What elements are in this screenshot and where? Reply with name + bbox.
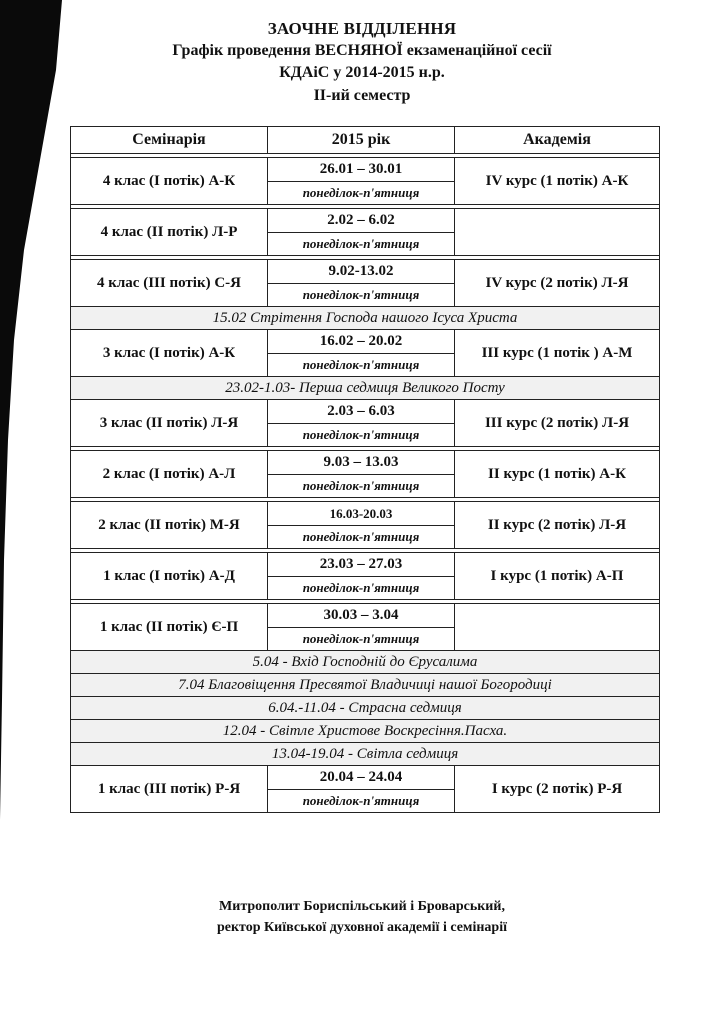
weekday-range: понеділок-п'ятниця bbox=[268, 790, 455, 813]
holiday-row bbox=[71, 377, 660, 400]
weekday-range: понеділок-п'ятниця bbox=[268, 424, 455, 447]
seminary-group: 4 клас (ІІ потік) Л-Р bbox=[71, 209, 268, 256]
session-dates: 30.03 – 3.04 bbox=[268, 604, 455, 628]
weekday-range: понеділок-п'ятниця bbox=[268, 577, 455, 600]
table-row bbox=[71, 400, 660, 424]
seminary-group: 4 клас (ІІІ потік) С-Я bbox=[71, 260, 268, 307]
exam-schedule-table bbox=[70, 126, 660, 813]
academy-group: IV курс (1 потік) А-К bbox=[455, 158, 660, 205]
column-header-academy: Академія bbox=[455, 127, 660, 154]
session-dates: 20.04 – 24.04 bbox=[268, 766, 455, 790]
seminary-group: 2 клас (ІІ потік) М-Я bbox=[71, 502, 268, 549]
table-row bbox=[71, 451, 660, 475]
holiday-note: 23.02-1.03- Перша седмиця Великого Посту bbox=[71, 377, 660, 400]
academy-group: ІІ курс (2 потік) Л-Я bbox=[455, 502, 660, 549]
seminary-group: 4 клас (І потік) А-К bbox=[71, 158, 268, 205]
holiday-note: 12.04 - Світле Христове Воскресіння.Пасха. bbox=[71, 720, 660, 743]
weekday-range: понеділок-п'ятниця bbox=[268, 475, 455, 498]
signatory-position: ректор Київської духовної академії і семінарії bbox=[216, 920, 507, 935]
session-dates: 9.03 – 13.03 bbox=[268, 451, 455, 475]
academy-group: ІІ курс (1 потік) А-К bbox=[455, 451, 660, 498]
schedule-title: Графік проведення ВЕСНЯНОЇ екзаменаційної сесії bbox=[172, 42, 552, 59]
weekday-range: понеділок-п'ятниця bbox=[268, 284, 455, 307]
department-title: ЗАОЧНЕ ВІДДІЛЕННЯ bbox=[267, 19, 457, 38]
academy-group: І курс (1 потік) А-П bbox=[455, 553, 660, 600]
seminary-group: 1 клас (І потік) А-Д bbox=[71, 553, 268, 600]
scan-shadow-edge bbox=[0, 0, 70, 1024]
table-row bbox=[71, 260, 660, 284]
column-header-year: 2015 рік bbox=[268, 127, 455, 154]
holiday-note: 13.04-19.04 - Світла седмиця bbox=[71, 743, 660, 766]
weekday-range: понеділок-п'ятниця bbox=[268, 354, 455, 377]
session-dates: 2.03 – 6.03 bbox=[268, 400, 455, 424]
weekday-range: понеділок-п'ятниця bbox=[268, 233, 455, 256]
seminary-group: 1 клас (ІІІ потік) Р-Я bbox=[71, 766, 268, 813]
academy-group bbox=[455, 604, 660, 651]
column-header-seminary: Семінарія bbox=[71, 127, 268, 154]
seminary-group: 3 клас (І потік) А-К bbox=[71, 330, 268, 377]
table-row bbox=[71, 158, 660, 182]
seminary-group: 1 клас (ІІ потік) Є-П bbox=[71, 604, 268, 651]
session-dates: 9.02-13.02 bbox=[268, 260, 455, 284]
signature-block bbox=[0, 896, 724, 938]
table-row bbox=[71, 502, 660, 526]
holiday-note: 15.02 Стрітення Господа нашого Ісуса Христа bbox=[71, 307, 660, 330]
academy-group: IV курс (2 потік) Л-Я bbox=[455, 260, 660, 307]
holiday-row bbox=[71, 743, 660, 766]
weekday-range: понеділок-п'ятниця bbox=[268, 182, 455, 205]
weekday-range: понеділок-п'ятниця bbox=[268, 628, 455, 651]
session-dates: 16.02 – 20.02 bbox=[268, 330, 455, 354]
session-dates: 2.02 – 6.02 bbox=[268, 209, 455, 233]
holiday-row bbox=[71, 697, 660, 720]
academic-year: КДАіС у 2014-2015 н.р. bbox=[279, 64, 445, 81]
academy-group bbox=[455, 209, 660, 256]
session-dates: 26.01 – 30.01 bbox=[268, 158, 455, 182]
weekday-range: понеділок-п'ятниця bbox=[268, 526, 455, 549]
academy-group: ІІІ курс (2 потік) Л-Я bbox=[455, 400, 660, 447]
seminary-group: 3 клас (ІІ потік) Л-Я bbox=[71, 400, 268, 447]
holiday-row bbox=[71, 674, 660, 697]
seminary-group: 2 клас (І потік) А-Л bbox=[71, 451, 268, 498]
holiday-row bbox=[71, 307, 660, 330]
signatory-title: Митрополит Бориспільський і Броварський, bbox=[219, 899, 505, 914]
session-dates: 16.03-20.03 bbox=[268, 502, 455, 526]
table-header-row bbox=[71, 127, 660, 154]
holiday-note: 6.04.-11.04 - Страсна седмиця bbox=[71, 697, 660, 720]
holiday-row bbox=[71, 720, 660, 743]
table-row bbox=[71, 330, 660, 354]
holiday-row bbox=[71, 651, 660, 674]
table-row bbox=[71, 604, 660, 628]
academy-group: ІІІ курс (1 потік ) А-М bbox=[455, 330, 660, 377]
academy-group: І курс (2 потік) Р-Я bbox=[455, 766, 660, 813]
holiday-note: 5.04 - Вхід Господній до Єрусалима bbox=[71, 651, 660, 674]
table-row bbox=[71, 209, 660, 233]
document-header bbox=[0, 18, 724, 108]
session-dates: 23.03 – 27.03 bbox=[268, 553, 455, 577]
table-row bbox=[71, 766, 660, 790]
table-row bbox=[71, 553, 660, 577]
holiday-note: 7.04 Благовіщення Пресвятої Владичиці нашої Богородиці bbox=[71, 674, 660, 697]
semester-label: ІІ-ий семестр bbox=[313, 87, 411, 104]
